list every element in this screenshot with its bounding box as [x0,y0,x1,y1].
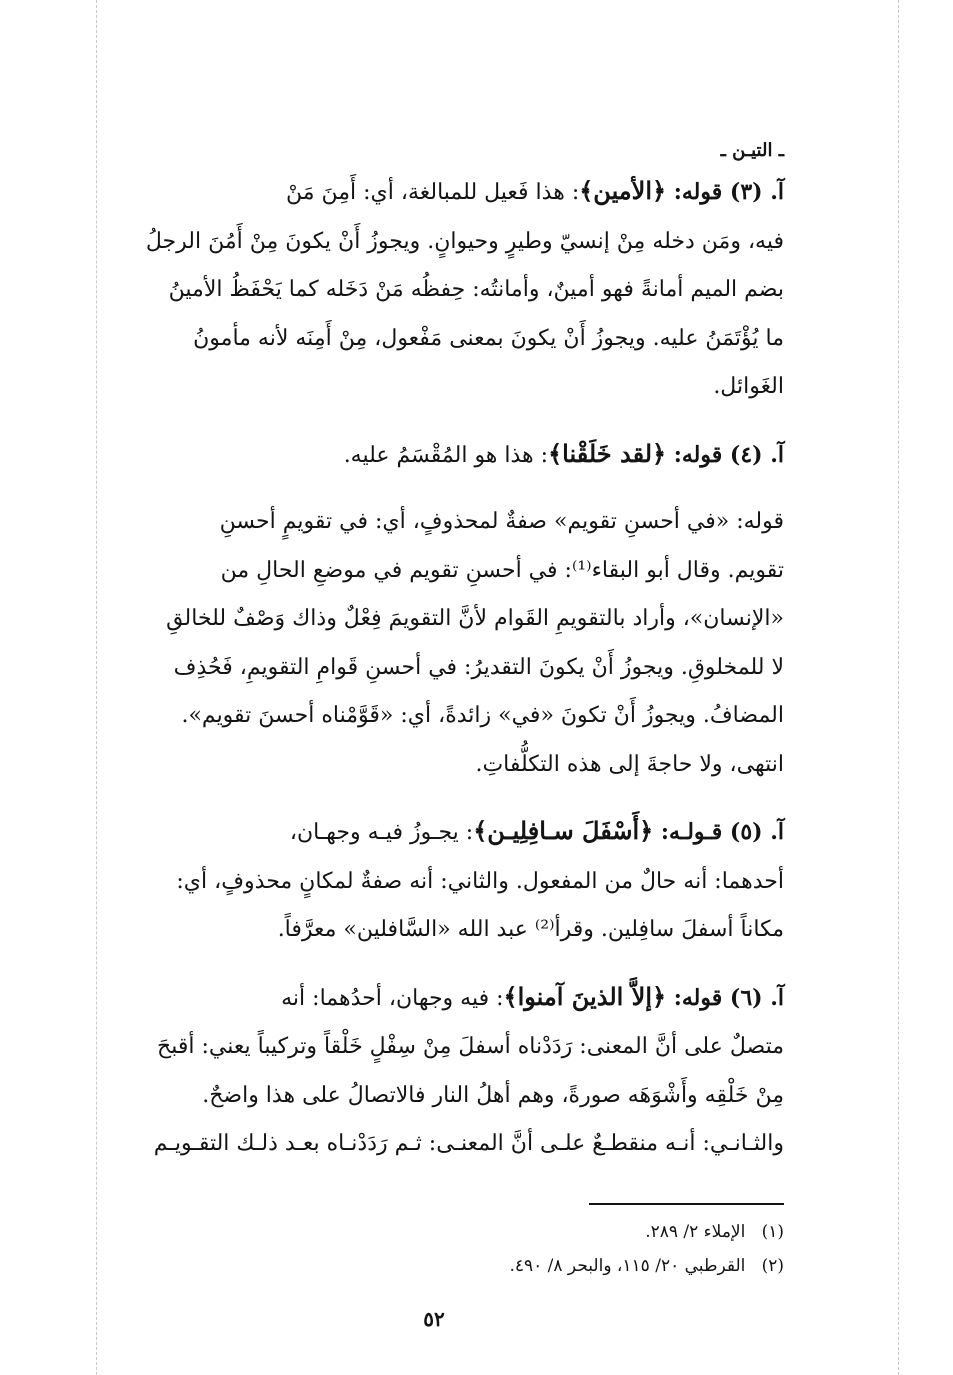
paragraph [84,430,784,481]
footnote-item [84,1215,784,1249]
footnote-number: (٢) [761,1255,784,1276]
line-text: المضافُ. ويجوزُ أَنْ تكونَ «في» زائدةً، أي: «قَوَّمْناه أحسنَ تقويم». [181,703,784,728]
quran-quote: ﴿أَسْفَلَ سـافِلِيـن﴾ [473,816,654,845]
section-gap [84,480,784,498]
text-line [84,906,784,955]
verse-reference: آ. (٥) قـولـه: [653,819,784,845]
paragraph [84,973,784,1169]
line-text: مكاناً أسفلَ سافِلين. وقرأ⁽²⁾ عبد الله «السَّافلين» معرَّفاً. [277,917,784,942]
footnotes [84,1215,784,1283]
text-line [84,498,784,547]
text-line [84,1072,784,1121]
text-line [84,547,784,596]
quran-quote: ﴿لقد خَلَقْنا﴾ [548,438,667,468]
line-text: أحدهما: أنه حالٌ من المفعول. والثاني: أنه صفةٌ لمكانٍ محذوفٍ، أي: [176,868,784,894]
text-line [84,595,784,644]
quran-quote: ﴿الأمين﴾ [579,176,667,205]
line-text: بضم الميم أمانةً فهو أمينٌ، وأمانتُه: حِفظُه مَنْ دَخَله كما يَحْفَظُ الأمينُ [168,277,784,302]
footnote-number: (١) [761,1221,784,1242]
line-text: فيه، ومَن دخله مِنْ إنسيّ وطيرٍ وحيوانٍ. ويجوزُ أَنْ يكونَ مِنْ أَمُنَ الرجلُ [145,228,784,254]
footnote-text: الإملاء ٢/ ٢٨٩. [645,1221,746,1242]
running-header: ـ التيـن ـ [720,140,784,161]
line-text: مِنْ خَلْقِه وأَشْوَهَه صورةً، وهم أهلُ النار فالاتصالُ على هذا واضحٌ. [202,1082,784,1108]
body-text [84,167,784,1169]
text-line [84,167,784,218]
section-gap [84,412,784,430]
line-text: متصلٌ على أنَّ المعنى: رَدَدْناه أسفلَ مِنْ سِفْلٍ خَلْقاً وتركيباً يعني: أقبحَ [157,1034,784,1059]
text-line [84,644,784,693]
document-page [84,140,784,1331]
footnote-item [84,1249,784,1283]
text-line [84,218,784,267]
text-line [84,430,784,481]
text-line [84,1023,784,1072]
line-text: انتهى، ولا حاجةَ إلى هذه التكلُّفاتِ. [475,751,784,777]
quran-quote: ﴿إلاَّ الذينَ آمنوا﴾ [503,981,667,1011]
text-line [84,692,784,741]
text-line [84,741,784,790]
line-text: قوله: «في أحسنِ تقويم» صفةٌ لمحذوفٍ، أي: في تقويمٍ أحسنِ [219,509,784,534]
text-line [84,266,784,315]
line-text: : يجـوزُ فيـه وجهـان، [289,820,474,845]
line-text: : فيه وجهان، أحدُهما: أنه [281,985,504,1011]
verse-reference: آ. (٦) قوله: [666,984,784,1011]
text-line [84,858,784,907]
text-line [84,973,784,1024]
page-number: ٥٢ [423,1306,445,1331]
verse-reference: آ. (٤) قوله: [666,441,784,468]
text-line [84,315,784,364]
paragraph [84,807,784,955]
paragraph [84,498,784,789]
footnote-text: القرطبي ٢٠/ ١١٥، والبحر ٨/ ٤٩٠. [509,1255,746,1276]
line-text: : هذا فَعيل للمبالغة، أي: أَمِنَ مَنْ [285,180,580,205]
line-text: ما يُؤْتَمَنُ عليه. ويجوزُ أَنْ يكونَ بمعنى مَفْعول، مِنْ أَمِنَه لأنه مأمونُ [193,325,784,351]
verse-reference: آ. (٣) قوله: [666,179,784,205]
text-line [84,807,784,858]
line-text: : هذا هو المُقْسَمُ عليه. [343,442,549,468]
line-text: والثـانـي: أنـه منقطـعٌ علـى أنَّ المعنـى: ثـم رَدَدْنـاه بعـد ذلـك التقـويـم [153,1131,784,1156]
scan-fold-line-right [898,0,899,1375]
footnote-separator [589,1203,784,1205]
line-text: لا للمخلوقِ. ويجوزُ أَنْ يكونَ التقديرُ: في أحسنِ قَوامِ التقويمِ، فَحُذِف [173,654,784,680]
text-line [84,1120,784,1169]
footnote-spacer [745,1222,761,1242]
line-text: تقويم. وقال أبو البقاء⁽¹⁾: في أحسنِ تقويم في موضعِ الحالِ من [220,557,784,583]
section-gap [84,955,784,973]
section-gap [84,789,784,807]
paragraph [84,167,784,412]
footnote-spacer [745,1256,761,1276]
text-line [84,363,784,412]
line-text: الغَوائل. [713,374,784,399]
line-text: «الإنسان»، وأراد بالتقويمِ القَوام لأنَّ التقويمَ فِعْلٌ وذاك وَصْفٌ للخالقِ [166,606,784,631]
